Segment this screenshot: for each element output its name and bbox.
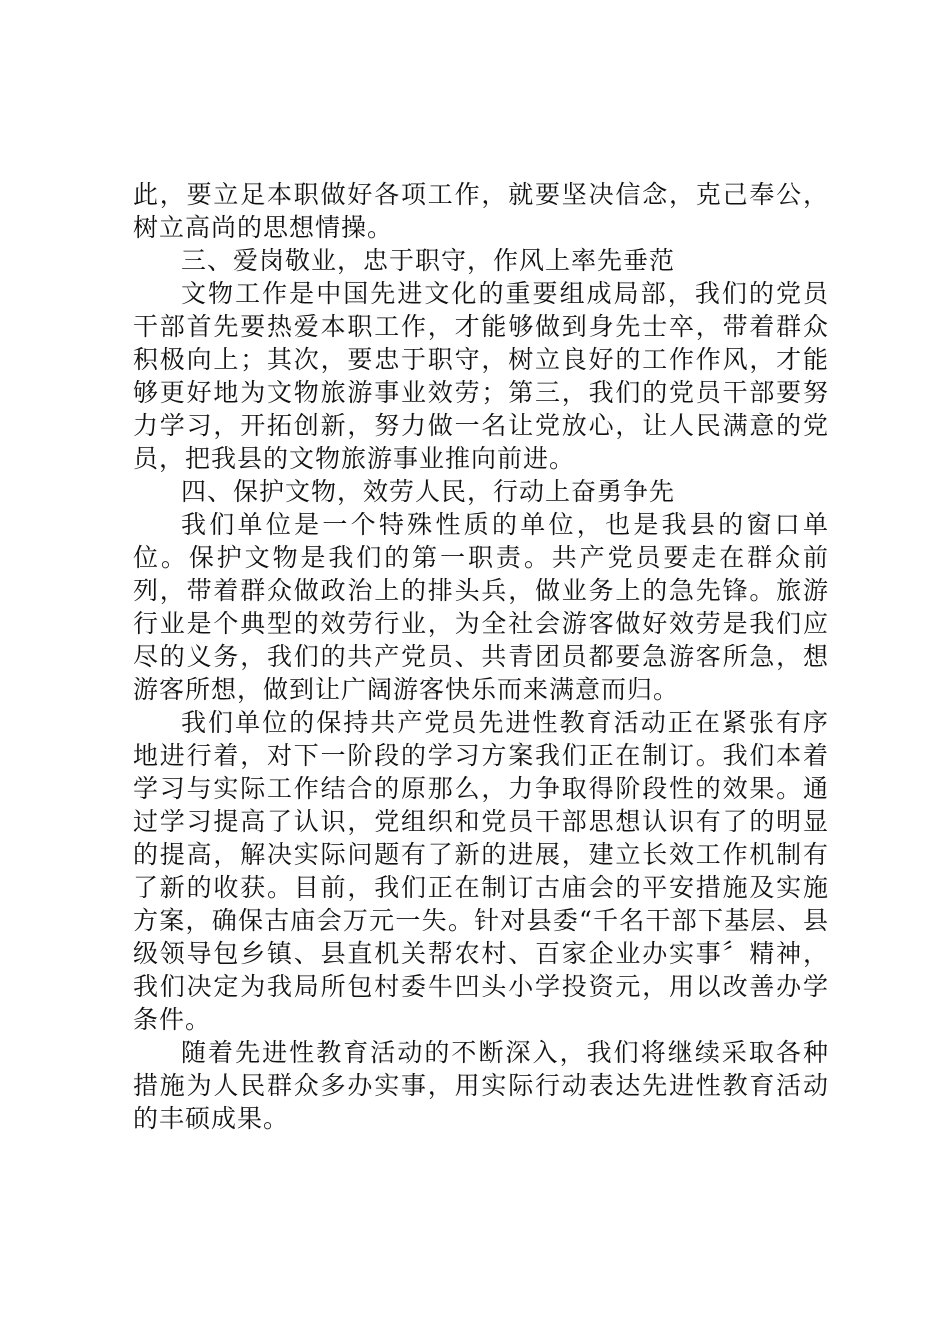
document-body [133,178,829,1135]
paragraph-cultural-work: 文物工作是中国先进文化的重要组成局部，我们的党员干部首先要热爱本职工作，才能够做到身先士卒，带着群众积极向上；其次，要忠于职守，树立良好的工作作风，才能够更好地为文物旅游事业效劳；第三，我们的党员干部要努力学习，开拓创新，努力做一名让党放心，让人民满意的党员，把我县的文物旅游事业推向前进。 [133,279,829,473]
paragraph-continuation: 此，要立足本职做好各项工作，就要坚决信念，克己奉公，树立高尚的思想情操。 [133,180,829,242]
paragraph-unit-duty: 我们单位是一个特殊性质的单位，也是我县的窗口单位。保护文物是我们的第一职责。共产党员要走在群众前列，带着群众做政治上的排头兵，做业务上的急先锋。旅游行业是个典型的效劳行业，为全社会游客做好效劳是我们应尽的义务，我们的共产党员、共青团员都要急游客所急，想游客所想，做到让广阔游客快乐而来满意而归。 [133,510,829,704]
section-heading-3: 三、爱岗敬业，忠于职守，作风上率先垂范 [181,246,676,275]
section-heading-4: 四、保护文物，效劳人民，行动上奋勇争先 [181,477,676,506]
paragraph-education-activity: 我们单位的保持共产党员先进性教育活动正在紧张有序地进行着，对下一阶段的学习方案我们正在制订。我们本着学习与实际工作结合的原那么，力争取得阶段性的效果。通过学习提高了认识，党组织和党员干部思想认识有了的明显的提高，解决实际问题有了新的进展，建立长效工作机制有了新的收获。目前，我们正在制订古庙会的平安措施及实施方案，确保古庙会万元一失。针对县委“千名干部下基层、县级领导包乡镇、县直机关帮农村、百家企业办实事〞精神，我们决定为我局所包村委牛凹头小学投资元，用以改善办学条件。 [133,708,829,1034]
paragraph-conclusion: 随着先进性教育活动的不断深入，我们将继续采取各种措施为人民群众多办实事，用实际行动表达先进性教育活动的丰硕成果。 [133,1038,829,1133]
